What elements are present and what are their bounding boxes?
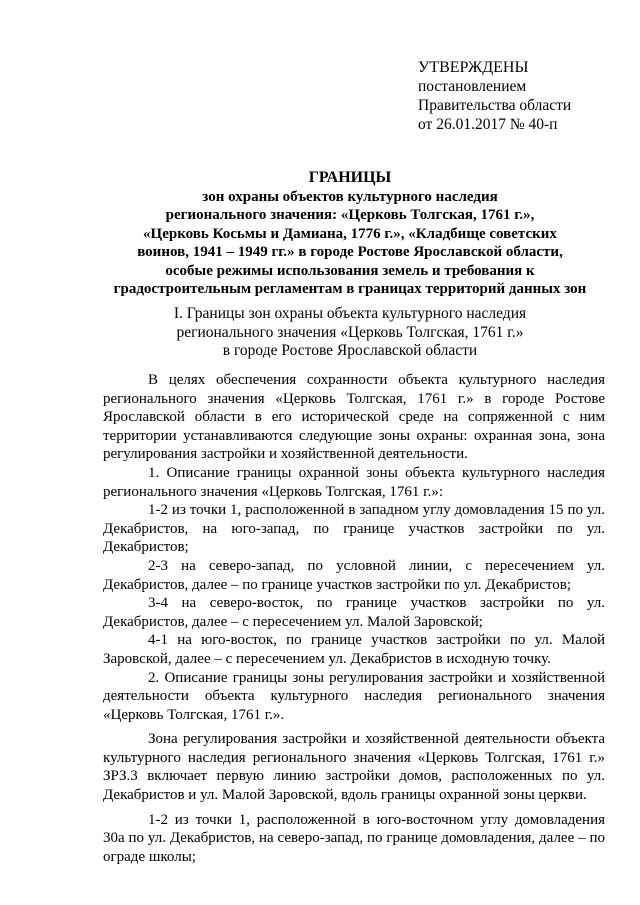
paragraph-item-2: 2. Описание границы зоны регулирования застройки и хозяйственной деятельности объекта культурного наследия регионального значения «Церковь Толгская, 1761 г.». xyxy=(103,669,605,723)
paragraph-zone-description: Зона регулирования застройки и хозяйственной деятельности объекта культурного наследия регионального значения «Церковь Толгская, 1761 г.» ЗРЗ.3 включает первую линию застройки домов, расположенных по ул. Декабристов и ул. Малой Заровской, вдоль границы охранной зоны церкви. xyxy=(103,731,605,804)
approval-heading: УТВЕРЖДЕНЫ xyxy=(418,59,529,76)
title-line: регионального значения: «Церковь Толгская, 1761 г.», xyxy=(165,207,535,224)
approval-date: от 26.01.2017 № 40-п xyxy=(418,116,558,133)
approval-line: Правительства области xyxy=(418,97,572,114)
boundary-segment-2-3: 2-3 на северо-запад, по условной линии, с пересечением ул. Декабристов, далее – по границе участков застройки по ул. Декабристов; xyxy=(103,557,605,593)
section-line: в городе Ростове Ярославской области xyxy=(222,342,478,360)
title-line: зон охраны объектов культурного наследия xyxy=(202,189,498,205)
boundary-segment-3-4: 3-4 на северо-восток, по границе участков застройки по ул. Декабристов, далее – с пересечением ул. Малой Заровской; xyxy=(103,595,605,630)
title-line: «Церковь Косьмы и Дамиана, 1776 г.», «Кладбище советских xyxy=(143,225,557,242)
section-line: I. Границы зон охраны объекта культурного наследия xyxy=(173,305,527,322)
title-line: особые режимы использования земель и требования к xyxy=(165,262,535,279)
boundary-segment-4-1: 4-1 на юго-восток, по границе участков застройки по ул. Малой Заровской, далее – с пересечением ул. Декабристов в исходную точку. xyxy=(103,632,605,667)
approval-line: постановлением xyxy=(418,78,527,95)
paragraph-item-1: 1. Описание границы охранной зоны объекта культурного наследия регионального значения «Церковь Толгская, 1761 г.»: xyxy=(103,464,605,500)
section-line: регионального значения «Церковь Толгская, 1761 г.» xyxy=(176,323,524,341)
paragraph-intro: В целях обеспечения сохранности объекта культурного наследия регионального значения «Церковь Толгская, 1761 г.» в городе Ростове Ярославской области в его исторической среде на сопряженной с ним территории устанавливаются следующие зоны охраны: охранная зона, зона регулирования застройки и хозяйственной деятельности. xyxy=(103,372,605,463)
document-title xyxy=(100,168,600,298)
title-line: воинов, 1941 – 1949 гг.» в городе Ростове Ярославской области, xyxy=(137,244,563,261)
document-body xyxy=(103,371,605,866)
title-main: ГРАНИЦЫ xyxy=(308,169,392,186)
approval-stamp xyxy=(418,58,571,134)
boundary-segment-1-2-zrz: 1-2 из точки 1, расположенной в юго-восточном углу домовладения 30а по ул. Декабристов, на северо-запад, по границе домовладения, далее – по ограде школы; xyxy=(103,811,605,865)
section-heading xyxy=(150,305,550,361)
boundary-segment-1-2: 1-2 из точки 1, расположенной в западном углу домовладения 15 по ул. Декабристов, на юго-запад, по границе участков застройки по ул. Декабристов; xyxy=(103,502,605,556)
title-line: градостроительным регламентам в границах территорий данных зон xyxy=(113,281,587,298)
